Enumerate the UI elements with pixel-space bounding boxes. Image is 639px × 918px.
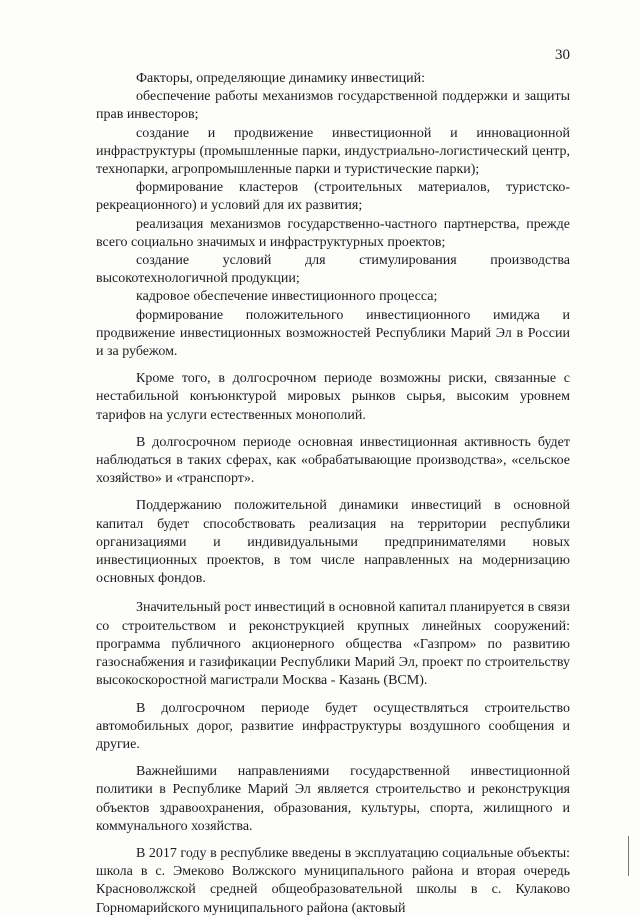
paragraph-policy-directions: Важнейшими направлениями государственной инвестиционной политики в Республике Марий Эл является строительство и реконструкция объектов здравоохранения, образования, культуры, спорта, жилищного и коммунального хозяйства. [96, 764, 570, 834]
paragraph-risks: Кроме того, в долгосрочном периоде возможны риски, связанные с нестабильной конъюнктурой мировых рынков сырья, высоким уровнем тарифов на услуги естественных монополий. [96, 371, 570, 423]
scan-edge-mark [628, 836, 629, 876]
page-number: 30 [555, 47, 570, 63]
factor-item: обеспечение работы механизмов государственной поддержки и защиты прав инвесторов; [96, 89, 570, 123]
factor-item: формирование кластеров (строительных материалов, туристско-рекреационного) и условий для их развития; [96, 180, 570, 214]
paragraph-positive-dynamics: Поддержанию положительной динамики инвестиций в основной капитал будет способствовать реализация на территории республики организациями и индивидуальными предпринимателями новых инвестиционных проектов, в том числе направленных на модернизацию основных фондов. [96, 498, 570, 587]
factor-item: создание и продвижение инвестиционной и инновационной инфраструктуры (промышленные парки, индустриально-логистический центр, технопарки, агропромышленные парки и туристические парки); [96, 125, 570, 178]
paragraph-roads: В долгосрочном периоде будет осуществляться строительство автомобильных дорог, развитие инфраструктуры воздушного сообщения и другие. [96, 700, 570, 752]
document-body [96, 70, 570, 918]
paragraph-activity-sectors: В долгосрочном периоде основная инвестиционная активность будет наблюдаться в таких сферах, как «обрабатывающие производства», «сельское хозяйство» и «транспорт». [96, 434, 570, 487]
factors-heading: Факторы, определяющие динамику инвестиций: [136, 71, 426, 86]
factor-item: реализация механизмов государственно-частного партнерства, прежде всего социально значимых и инфраструктурных проектов; [96, 216, 570, 250]
paragraph-2017-objects: В 2017 году в республике введены в эксплуатацию социальные объекты: школа в с. Эмеково Волжского муниципального района и вторая очередь Красноволжской средней общеобразовательной школы в с. Кулаково Горномарийского муниципального района (актовый [96, 845, 570, 916]
factor-item: кадровое обеспечение инвестиционного процесса; [136, 289, 438, 305]
factor-item: создание условий для стимулирования производства высокотехнологичной продукции; [96, 253, 570, 287]
factor-item: формирование положительного инвестиционного имиджа и продвижение инвестиционных возможностей Республики Марий Эл в России и за рубежом. [96, 307, 570, 360]
paragraph-linear-structures: Значительный рост инвестиций в основной капитал планируется в связи со строительством и реконструкцией крупных линейных сооружений: программа публичного акционерного общества «Газпром» по развитию газоснабжения и газификации Республики Марий Эл, проект по строительству высокоскоростной магистрали Москва - Казань (ВСМ). [96, 600, 570, 689]
